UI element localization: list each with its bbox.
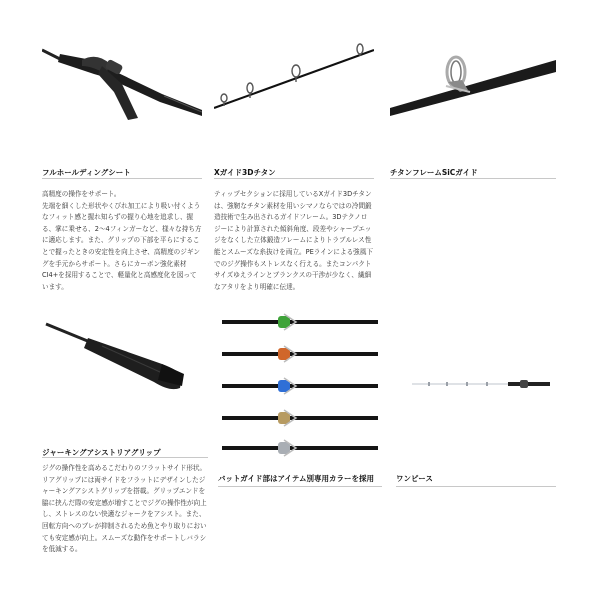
feature-title: ワンピース [396, 474, 433, 483]
divider [42, 457, 208, 458]
feature-title: ジャーキングアシストリアグリップ [42, 448, 161, 457]
divider [396, 486, 556, 487]
feature-title: バットガイド部はアイテム別専用カラーを採用 [218, 474, 374, 483]
reel-seat-image [42, 40, 202, 120]
divider [42, 178, 202, 179]
feature-title: フルホールディングシート [42, 168, 131, 177]
divider [390, 178, 556, 179]
rear-grip-image [42, 316, 202, 396]
divider [214, 178, 374, 179]
feature-description [42, 463, 208, 556]
feature-description-text: ティップセクションに採用しているXガイド3Dチタンは、強靭なチタン素材を用いシマノならではの冷間鍛造技術で生み出されるガイドフレーム。3Dテクノロジーにより計算された傾斜角度、段差やシャープエッジをなくした立体鍛造フレームによりトラブルレス性能とスムーズな糸抜けを両立。PEラインによる強風下でのジグ操作もストレスなく行える。またコンパクトサイズゆえラインとブランクスの干渉が少なく、繊細なアタリをより明確に伝達。 [214, 190, 373, 291]
feature-description-text: ジグの操作性を高めるこだわりのフラットサイド形状。 リアグリップには両サイドをフラットにデザインしたジャーキングアシストグリップを搭載。グリップエンドを脇に挟んだ際の安定感が増すことでジグの操作性が向上し、ストレスのない快適なジャークをアシスト。また、回転方向へのブレが抑制されるため魚とやり取りにおいても安定感が向上。スムーズな動作をサポートしバラシを低減する。 [42, 464, 207, 554]
feature-description-text: 高精度の操作をサポート。 先端を細くした形状やくびれ加工により吸い付くようなフィット感と握れ知らずの握り心地を追求し、握る、掌に乗せる、2〜4フィンガーなど、様々な持ち方に適応します。また、グリップの下部を平らにすることで握ったときの安定性を向上させ、高精度のジギングを手元からサポート。さらにカーボン強化素材CI4+を採用することで、軽量化と高感度化を図っています。 [42, 190, 202, 291]
x-guide-image [214, 42, 374, 122]
feature-description [42, 189, 202, 293]
butt-guide-color-image [218, 312, 382, 460]
feature-description [214, 189, 374, 293]
feature-title: Xガイド3Dチタン [214, 168, 276, 177]
sic-guide-image [390, 42, 556, 122]
divider [218, 486, 382, 487]
one-piece-rod-image [410, 372, 556, 396]
feature-title: チタンフレームSiCガイド [390, 168, 478, 177]
